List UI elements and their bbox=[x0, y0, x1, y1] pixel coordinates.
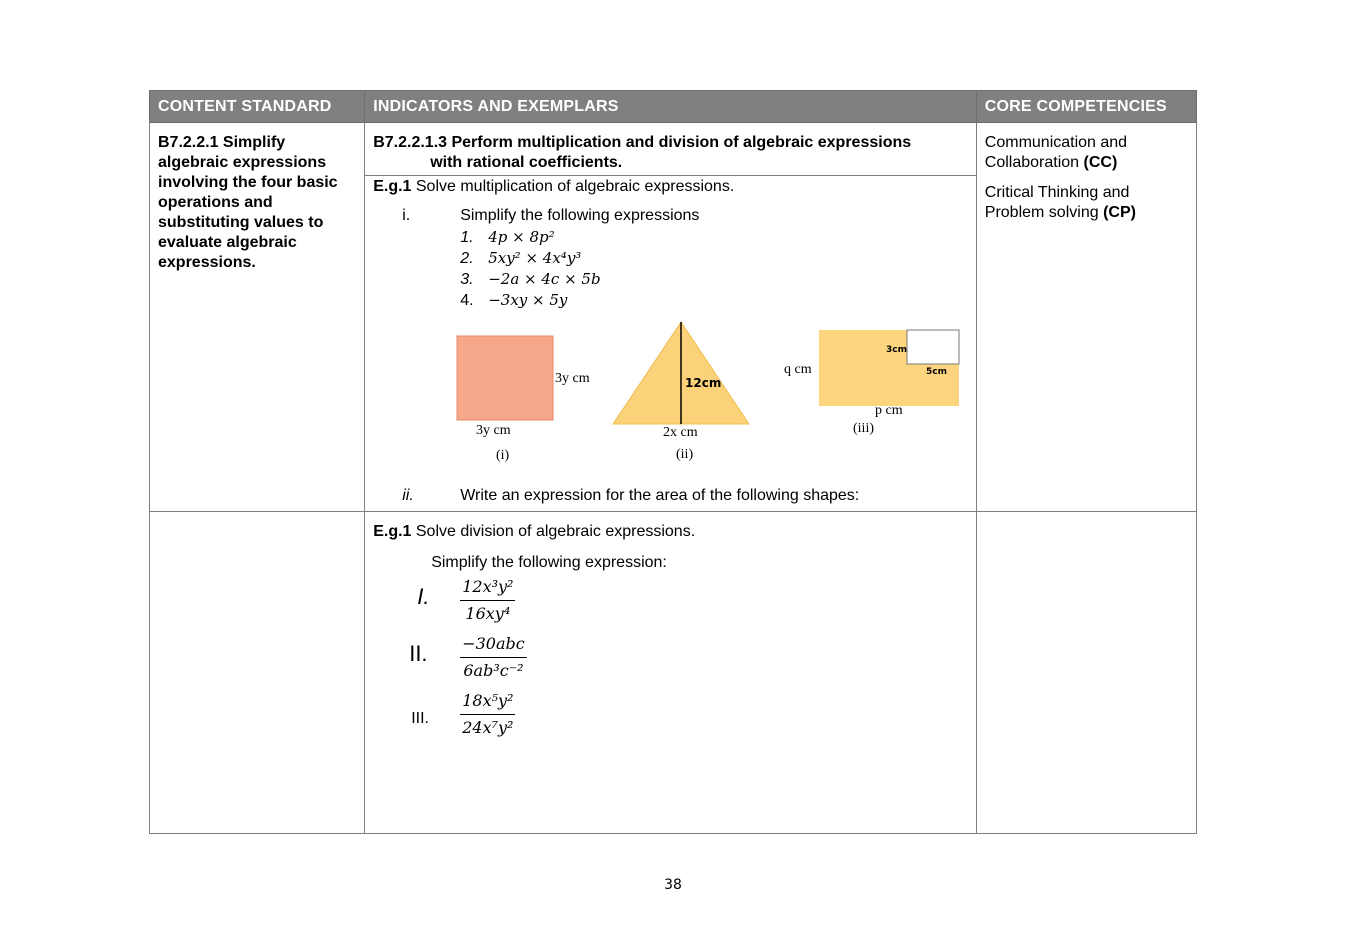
expression-item: 1. 4p × 8p² bbox=[460, 228, 555, 246]
content-standard-cell-empty bbox=[150, 512, 365, 834]
expression-list bbox=[365, 206, 976, 316]
example-division bbox=[365, 512, 976, 543]
expression-item: 3. −2a × 4c × 5b bbox=[460, 270, 601, 288]
curriculum-table bbox=[149, 90, 1197, 834]
content-standard-cell bbox=[150, 123, 365, 512]
triangle-base-label: 2x cm bbox=[663, 425, 698, 440]
indicator-line2: with rational coefficients. bbox=[430, 154, 623, 171]
fraction-item: $\frac{\text{12x³y²}}{\text{16xy⁴}}$ bbox=[462, 577, 514, 623]
core-competencies-cell bbox=[976, 123, 1196, 512]
item-numeral: i. bbox=[402, 207, 411, 224]
triangle-height-label: 12cm bbox=[685, 376, 722, 390]
item-ii bbox=[365, 486, 976, 507]
division-instruction: Simplify the following expression: bbox=[431, 554, 667, 571]
rectangle-caption: (iii) bbox=[853, 421, 875, 436]
fraction-list bbox=[365, 573, 976, 753]
item-ii-numeral: ii. bbox=[402, 487, 414, 504]
example-label: E.g.1 bbox=[373, 523, 412, 540]
page-number: 38 bbox=[664, 877, 682, 893]
fraction-item: −30abc 6ab³c⁻² bbox=[462, 634, 525, 680]
rectangle-cutout bbox=[907, 330, 959, 364]
header-core-competencies: CORE COMPETENCIES bbox=[976, 91, 1196, 123]
rectangle-side-label: q cm bbox=[784, 362, 812, 377]
example-multiplication bbox=[365, 176, 976, 198]
fraction-numeral: III. bbox=[411, 710, 429, 727]
example-text: Solve multiplication of algebraic expressions. bbox=[411, 178, 735, 195]
item-ii-text: Write an expression for the area of the following shapes: bbox=[460, 487, 860, 504]
square-caption: (i) bbox=[496, 448, 510, 463]
indicators-cell-division bbox=[365, 512, 977, 834]
rectangle-cut-height-label: 3cm bbox=[886, 345, 908, 355]
indicator-heading bbox=[365, 123, 976, 176]
fraction-numeral: II. bbox=[409, 641, 428, 666]
indicators-cell bbox=[365, 123, 977, 512]
square-shape bbox=[457, 336, 553, 420]
fraction-item: $\frac{\text{18x⁵y²}}{\text{24x⁷y²}}$ bbox=[462, 691, 514, 737]
square-bottom-label: 3y cm bbox=[476, 423, 511, 438]
example-text: Solve division of algebraic expressions. bbox=[411, 523, 696, 540]
expression-item: 4. −3xy × 5y bbox=[460, 291, 568, 309]
example-label: E.g.1 bbox=[373, 178, 412, 195]
competency-cc: Communication and Collaboration (CC) bbox=[984, 134, 1128, 171]
rectangle-bottom-label: p cm bbox=[875, 403, 903, 418]
curriculum-page bbox=[149, 90, 1197, 834]
expression-item: 2. 5xy² × 4x⁴y³ bbox=[460, 249, 582, 267]
shapes-figure bbox=[365, 318, 976, 488]
indicator-line1: B7.2.2.1.3 Perform multiplication and division of algebraic expressions bbox=[373, 134, 912, 151]
item-text: Simplify the following expressions bbox=[460, 207, 700, 224]
table-row bbox=[150, 123, 1197, 512]
content-standard-text: B7.2.2.1 Simplify algebraic expressions involving the four basic operations and substituting values to evaluate algebraic expressions. bbox=[158, 134, 338, 271]
header-content-standard: CONTENT STANDARD bbox=[150, 91, 365, 123]
table-row bbox=[150, 512, 1197, 834]
header-indicators: INDICATORS AND EXEMPLARS bbox=[365, 91, 977, 123]
competency-cp: Critical Thinking and Problem solving (CP) bbox=[984, 184, 1136, 221]
core-competencies-cell-empty bbox=[976, 512, 1196, 834]
table-header-row bbox=[150, 91, 1197, 123]
square-side-label: 3y cm bbox=[555, 371, 590, 386]
fraction-numeral: I. bbox=[417, 584, 430, 609]
rectangle-cut-width-label: 5cm bbox=[926, 367, 948, 377]
triangle-caption: (ii) bbox=[676, 447, 694, 462]
